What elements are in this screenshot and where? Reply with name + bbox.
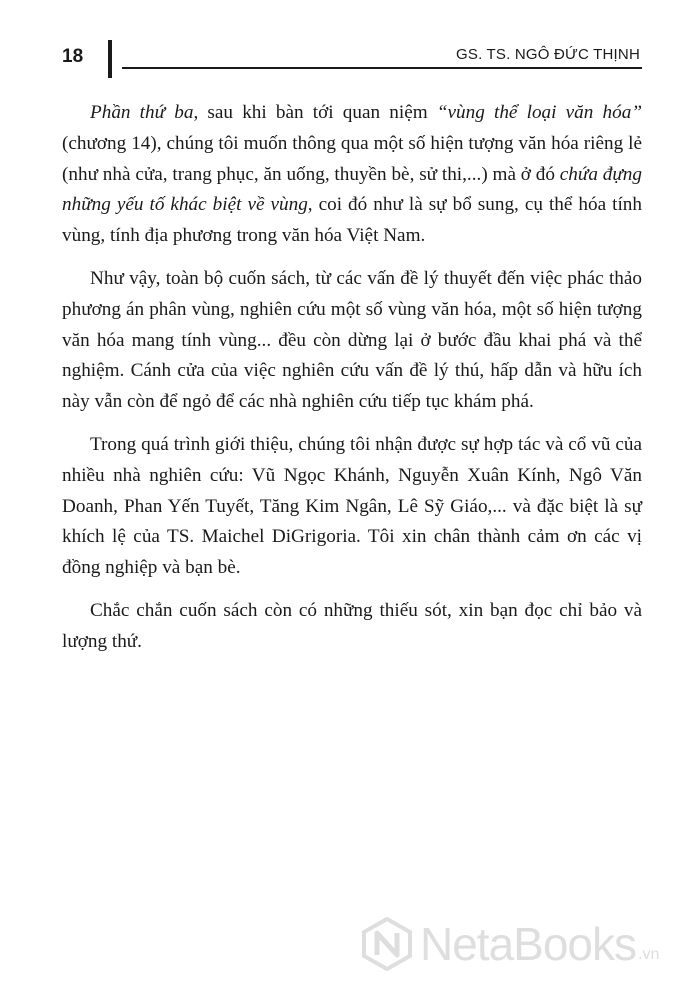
watermark-suffix: .vn [638, 946, 660, 963]
paragraph-1 [62, 98, 642, 252]
paragraph-4: Chắc chắn cuốn sách còn có những thiếu sót, xin bạn đọc chỉ bảo và lượng thứ. [62, 599, 642, 652]
paragraph-1-part-3: “vùng thể loại văn hóa” [436, 102, 642, 123]
paragraph-3: Trong quá trình giới thiệu, chúng tôi nhận được sự hợp tác và cổ vũ của nhiều nhà nghiên cứu: Vũ Ngọc Khánh, Nguyễn Xuân Kính, Ngô Văn Doanh, Phan Yến Tuyết, Tăng Kim Ngân, Lê Sỹ Giáo,... và đặc biệt là sự khích lệ của TS. Maichel DiGrigoria. Tôi xin chân thành cảm ơn các vị đồng nghiệp và bạn bè. [62, 433, 642, 579]
watermark [360, 912, 659, 976]
paragraph-1-part-2: , sau khi bàn tới quan niệm [193, 102, 437, 123]
body-text [62, 98, 642, 670]
header-vertical-bar [108, 40, 112, 78]
watermark-brand: NetaBooks [420, 918, 637, 970]
running-head: GS. TS. NGÔ ĐỨC THỊNH [456, 46, 640, 63]
paragraph-1-part-4: (chương 14), chúng tôi muốn thông qua một số hiện tượng văn hóa riêng lẻ (như nhà cửa, trang phục, ăn uống, thuyền bè, sử thi,...) mà ở đó [62, 132, 642, 185]
paragraph-1-part-5: chứa đựng những yếu tố khác biệt về vùng [62, 163, 642, 216]
paragraph-1-part-6: , coi đó như là sự bổ sung, cụ thể hóa tính vùng, tính địa phương trong văn hóa Việt Nam. [62, 194, 642, 247]
page-number: 18 [62, 46, 84, 67]
netabooks-logo-icon [360, 917, 414, 971]
page-header [0, 0, 700, 90]
paragraph-2: Như vậy, toàn bộ cuốn sách, từ các vấn đề lý thuyết đến việc phác thảo phương án phân vùng, nghiên cứu một số vùng văn hóa, một số hiện tượng văn hóa mang tính vùng... đều còn dừng lại ở bước đầu khai phá và thể nghiệm. Cánh cửa của việc nghiên cứu vấn đề lý thú, hấp dẫn và hữu ích này vẫn còn để ngỏ để các nhà nghiên cứu tiếp tục khám phá. [62, 267, 642, 413]
paragraph-1-part-1: Phần thứ ba [90, 102, 194, 123]
header-rule [122, 67, 642, 69]
